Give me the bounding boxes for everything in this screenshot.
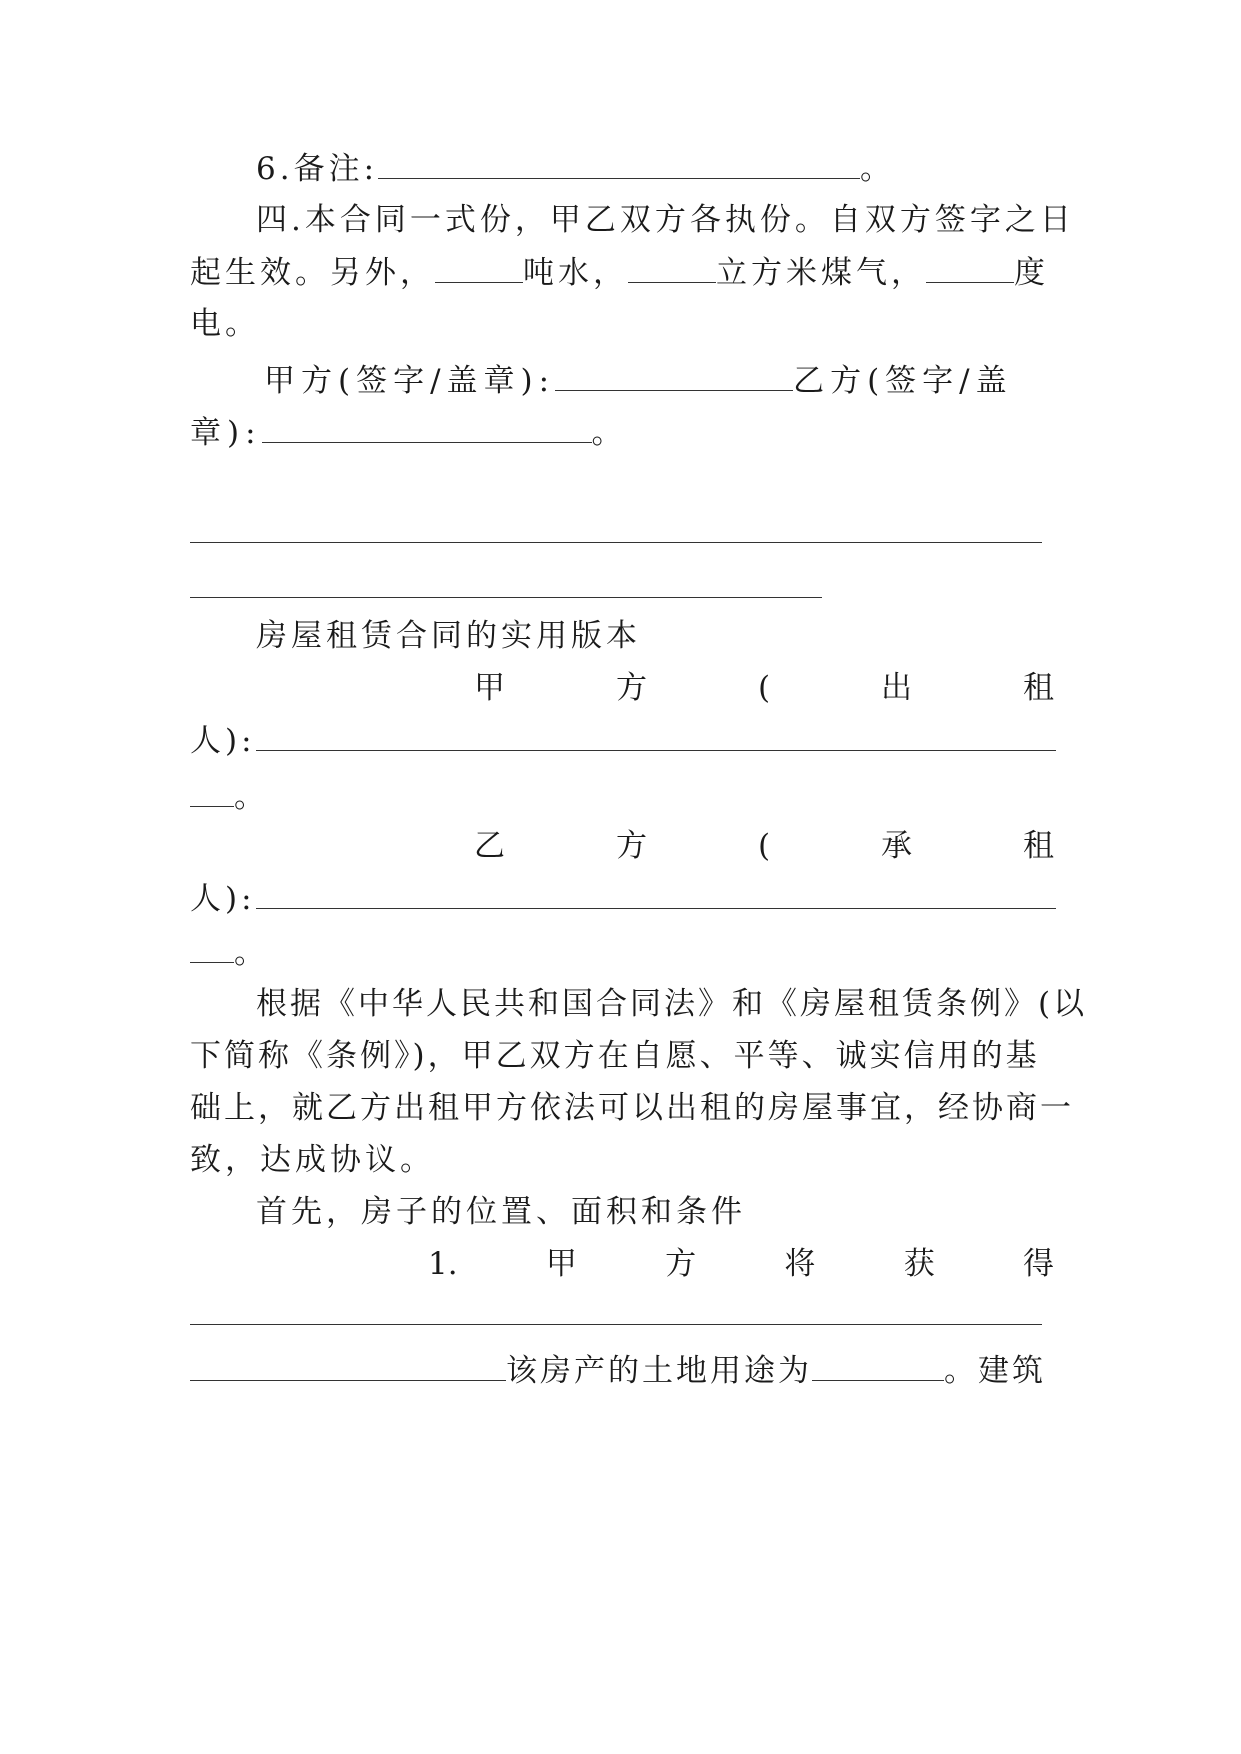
party-b-end <box>190 932 1060 972</box>
party-a-cont <box>190 720 1060 760</box>
party-a-signature-label: 甲方(签字/盖章): <box>264 363 556 399</box>
clause4-text-b: 吨水， <box>523 255 628 291</box>
party-a-end <box>190 776 1060 816</box>
signature-period: 。 <box>591 415 629 451</box>
address-blank-cont <box>190 1350 506 1381</box>
landuse-text: 该房产的土地用途为 <box>506 1353 812 1389</box>
lessee-name-blank-end <box>190 932 234 963</box>
clause4-text-a: 起生效。另外， <box>190 255 435 291</box>
party-b-word: 承 <box>881 828 913 864</box>
lessee-name-blank <box>256 878 1056 909</box>
landuse-line <box>190 1350 1060 1390</box>
clause4-text-d: 度 <box>1014 255 1049 291</box>
lessor-name-blank <box>256 720 1056 751</box>
section1-heading: 首先，房子的位置、面积和条件 <box>256 1194 746 1230</box>
party-a-word: ( <box>757 670 771 706</box>
clause4-line1: 四.本合同一式份，甲乙双方各执份。自双方签字之日 <box>256 202 1075 238</box>
note-period: 。 <box>860 151 896 187</box>
party-b-period: 。 <box>234 935 269 971</box>
item1-word: 得 <box>1022 1246 1054 1282</box>
party-b-signature-label: 乙方(签字/盖 <box>793 363 1013 399</box>
gas-blank <box>628 252 716 283</box>
party-a-cont-label: 人): <box>190 723 256 759</box>
party-a-signature-blank <box>555 360 793 391</box>
party-a-word: 甲 <box>474 670 505 706</box>
item1-word: 将 <box>784 1246 816 1282</box>
electricity-blank <box>926 252 1014 283</box>
party-a-period: 。 <box>234 779 269 815</box>
basis-line1: 根据《中华人民共和国合同法》和《房屋租赁条例》(以 <box>256 986 1088 1022</box>
note-label: 6.备注: <box>256 151 379 187</box>
lessor-name-blank-end <box>190 776 234 807</box>
landuse-blank <box>812 1350 944 1381</box>
party-a-word: 方 <box>615 670 647 706</box>
separator-rule <box>190 597 822 598</box>
basis-line3: 础上，就乙方出租甲方依法可以出租的房屋事宜，经协商一 <box>190 1090 1074 1126</box>
basis-line2: 下简称《条例》)，甲乙双方在自愿、平等、诚实信用的基 <box>190 1038 1040 1074</box>
basis-line4: 致，达成协议。 <box>190 1142 435 1178</box>
note-line <box>256 148 1060 188</box>
party-b-line <box>474 826 1054 866</box>
item1-word: 甲 <box>545 1246 577 1282</box>
party-b-cont-label: 人): <box>190 881 256 917</box>
clause4-line3: 电。 <box>190 306 260 342</box>
party-b-cont <box>190 878 1060 918</box>
section-heading: 房屋租赁合同的实用版本 <box>256 618 641 654</box>
party-a-word: 出 <box>881 670 913 706</box>
note-blank <box>378 148 860 179</box>
party-a-word: 租 <box>1022 670 1054 706</box>
party-b-word: 乙 <box>474 828 505 864</box>
clause4-text-c: 立方米煤气， <box>716 255 926 291</box>
clause4-line2 <box>190 252 1060 292</box>
item1-word: 方 <box>665 1246 697 1282</box>
separator-rule <box>190 542 1042 543</box>
party-b-signature-blank <box>262 412 592 443</box>
party-b-word: 租 <box>1022 828 1054 864</box>
item1-word: 获 <box>903 1246 935 1282</box>
party-b-signature-cont: 章): <box>190 415 262 451</box>
landuse-text-end: 。建筑 <box>944 1353 1046 1389</box>
signature-line-cont <box>190 412 1060 452</box>
water-blank <box>435 252 523 283</box>
party-b-word: ( <box>757 828 771 864</box>
address-blank <box>190 1324 1042 1325</box>
signature-line <box>264 360 1060 400</box>
party-b-word: 方 <box>615 828 647 864</box>
party-a-line <box>474 668 1054 708</box>
item1-word: 1. <box>428 1246 458 1282</box>
item1-line <box>428 1244 1054 1284</box>
